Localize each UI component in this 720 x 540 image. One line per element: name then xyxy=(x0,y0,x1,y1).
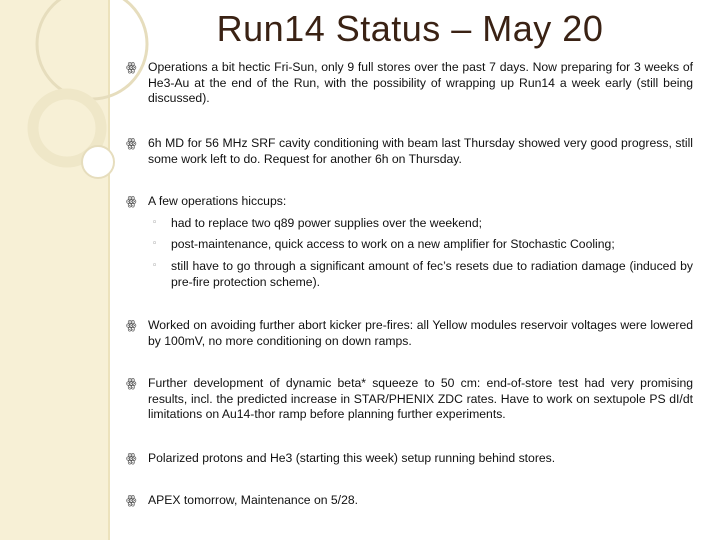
bullet-icon: ꙮ xyxy=(126,136,137,150)
bullet-text: Operations a bit hectic Fri-Sun, only 9 full stores over the past 7 days. Now preparing for 3 weeks of He3-Au at the end of the Run, with the possibility of wrapping up Run14 a week early (still being discussed). xyxy=(148,60,693,105)
bullet-icon: ꙮ xyxy=(126,60,137,74)
bullet-text: 6h MD for 56 MHz SRF cavity conditioning with beam last Thursday showed very good progress, still some work left to do. Request for another 6h on Thursday. xyxy=(148,136,693,166)
slide-title: Run14 Status – May 20 xyxy=(216,8,604,49)
bullet-text: Worked on avoiding further abort kicker pre-fires: all Yellow modules reservoir voltages were lowered by 100mV, no more conditioning on down ramps. xyxy=(148,318,693,348)
ring-small xyxy=(82,146,114,178)
bullet-text: APEX tomorrow, Maintenance on 5/28. xyxy=(148,493,359,507)
sub-bullet-icon: ◦ xyxy=(152,239,158,249)
bullet-text: Polarized protons and He3 (starting this week) setup running behind stores. xyxy=(148,451,556,465)
ring-large xyxy=(37,0,147,99)
sub-bullet-icon: ◦ xyxy=(152,218,158,228)
bullet-icon: ꙮ xyxy=(126,318,137,332)
sub-bullet-text: post-maintenance, quick access to work on a new amplifier for Stochastic Cooling; xyxy=(171,237,615,251)
bullet-icon: ꙮ xyxy=(126,376,137,390)
sub-bullet-text: had to replace two q89 power supplies over the weekend; xyxy=(171,216,482,230)
bullet-text: A few operations hiccups: xyxy=(148,194,287,208)
bullet-icon: ꙮ xyxy=(126,493,137,507)
bullet-icon: ꙮ xyxy=(126,451,137,465)
sub-bullet-text: still have to go through a significant amount of fec’s resets due to radiation damage (induced by pre-fire protection scheme). xyxy=(171,259,693,289)
sub-bullet-icon: ◦ xyxy=(152,261,158,271)
bullet-text: Further development of dynamic beta* squeeze to 50 cm: end-of-store test had very promising results, incl. the predicted increase in STAR/PHENIX ZDC rates. Have to work on sextupole PS dI/dt limitations on Au14-thor ramp before planning further experiments. xyxy=(148,376,693,421)
bullet-icon: ꙮ xyxy=(126,194,137,208)
